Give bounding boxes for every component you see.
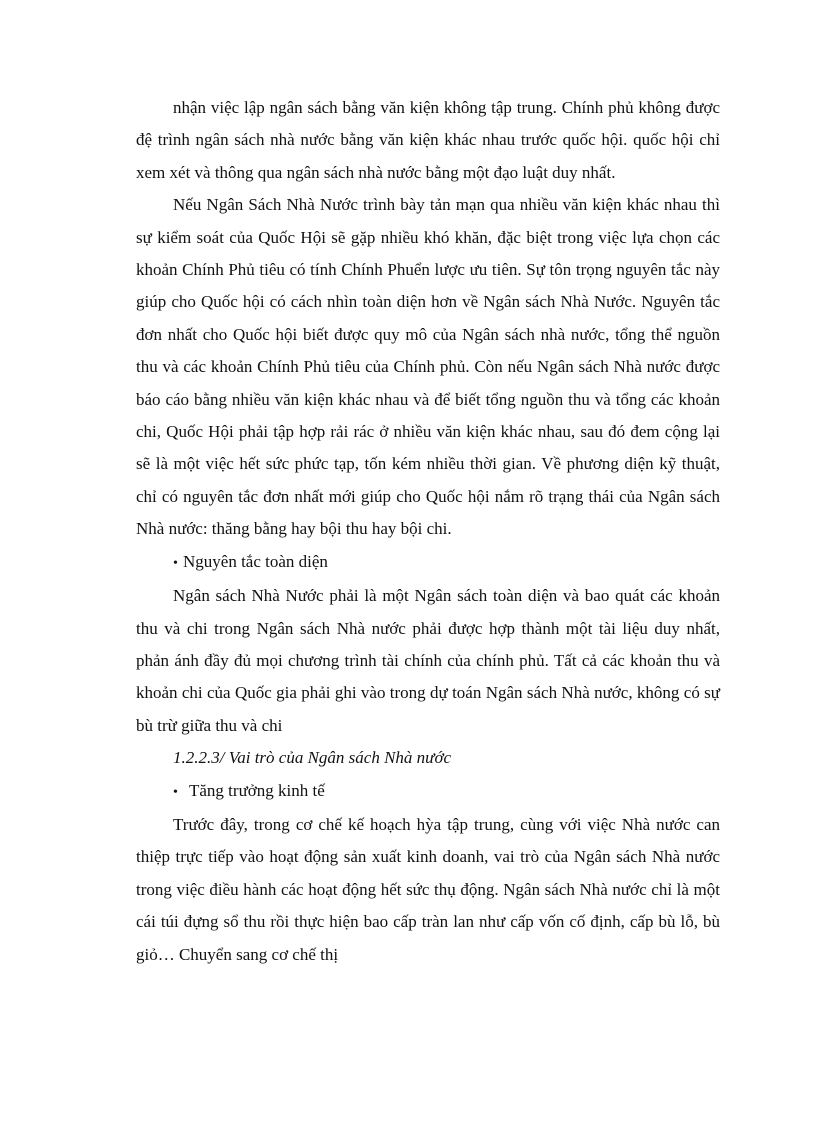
bullet-text: Tăng trưởng kinh tế bbox=[189, 780, 325, 800]
paragraph-1: nhận việc lập ngân sách bằng văn kiện không tập trung. Chính phủ không được đệ trình ngân sách nhà nước bằng văn kiện khác nhau trước quốc hội. quốc hội chỉ xem xét và thông qua ngân sách nhà nước bằng một đạo luật duy nhất. bbox=[136, 98, 720, 182]
document-page bbox=[136, 92, 720, 971]
bullet-item-economic-growth bbox=[136, 775, 720, 809]
section-heading: 1.2.2.3/ Vai trò của Ngân sách Nhà nước bbox=[173, 748, 452, 768]
paragraph-3: Ngân sách Nhà Nước phải là một Ngân sách toàn diện và bao quát các khoản thu và chi trong Ngân sách Nhà nước phải được hợp thành một tài liệu duy nhất, phản ánh đầy đủ mọi chương trình tài chính của chính phủ. Tất cả các khoản thu và khoản chi của Quốc gia phải ghi vào trong dự toán Ngân sách Nhà nước, không có sự bù trừ giữa thu và chi bbox=[136, 586, 720, 735]
bullet-item-comprehensive-principle bbox=[136, 546, 720, 580]
paragraph-4: Trước đây, trong cơ chế kế hoạch hỳa tập trung, cùng với việc Nhà nước can thiệp trực tiếp vào hoạt động sản xuất kinh doanh, vai trò của Ngân sách Nhà nước trong việc điều hành các hoạt động hết sức thụ động. Ngân sách Nhà nước chỉ là một cái túi đựng sổ thu rồi thực hiện bao cấp tràn lan như cấp vốn cố định, cấp bù lỗ, bù giỏ… Chuyển sang cơ chế thị bbox=[136, 814, 720, 964]
paragraph-2: Nếu Ngân Sách Nhà Nước trình bày tản mạn qua nhiều văn kiện khác nhau thì sự kiểm soát của Quốc Hội sẽ gặp nhiều khó khăn, đặc biệt trong việc lựa chọn các khoản Chính Phủ tiêu có tính Chính Phuển lược ưu tiên. Sự tôn trọng nguyên tắc này giúp cho Quốc hội có cách nhìn toàn diện hơn về Ngân sách Nhà Nước. Nguyên tắc đơn nhất cho Quốc hội biết được quy mô của Ngân sách nhà nước, tổng thể nguồn thu và các khoản Chính Phủ tiêu của Chính phủ. Còn nếu Ngân sách Nhà nước được báo cáo bằng nhiều văn kiện khác nhau và để biết tổng nguồn thu và tổng các khoản chi, Quốc Hội phải tập hợp rải rác ở nhiều văn kiện khác nhau, sau đó đem cộng lại sẽ là một việc hết sức phức tạp, tốn kém nhiều thời gian. Về phương diện kỹ thuật, chỉ có nguyên tắc đơn nhất mới giúp cho Quốc hội nắm rõ trạng thái của Ngân sách Nhà nước: thăng bằng hay bội thu hay bội chi. bbox=[136, 195, 720, 539]
bullet-text: Nguyên tắc toàn diện bbox=[183, 551, 328, 571]
bullet-icon: • bbox=[173, 784, 178, 800]
bullet-icon: • bbox=[173, 555, 178, 571]
